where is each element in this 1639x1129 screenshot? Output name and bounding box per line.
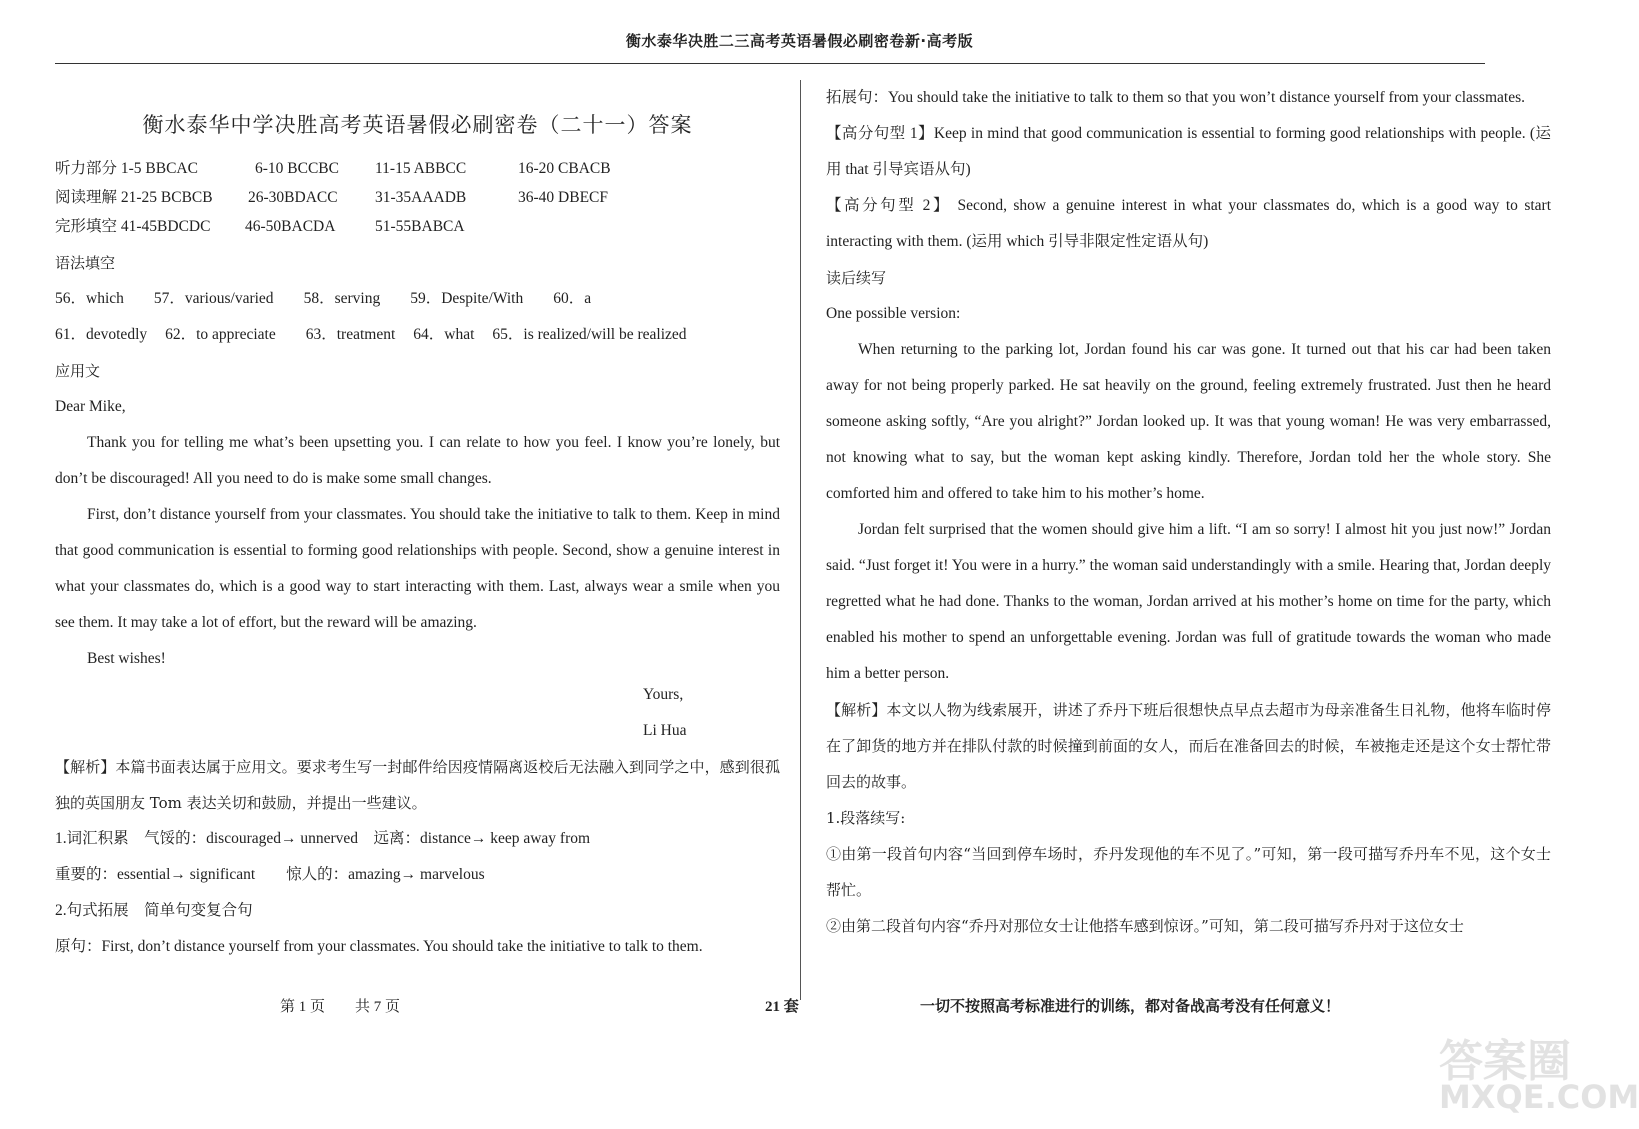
possible-version-label: One possible version: <box>826 305 961 322</box>
grammar-answer: 65．is realized/will be realized <box>492 326 687 343</box>
letter-paragraph: First, don’t distance yourself from your classmates. You should take the initiative to talk to them. Keep in mind that good communication is essential to forming good relationships with people. Second, show a genuine interest in what your classmates do, which is a good way to start interacting with them. Last, always wear a smile when you see them. It may take a lot of effort, but the reward will be amazing. <box>55 506 780 631</box>
answer-cell: 11-15 ABBCC <box>375 160 467 177</box>
grammar-answer: 58．serving <box>303 290 381 307</box>
page-header: 衡水泰华决胜二三高考英语暑假必刷密卷新·高考版 <box>625 32 974 50</box>
header-divider <box>55 63 1485 64</box>
analysis-paragraph: 【解析】本文以人物为线索展开，讲述了乔丹下班后很想快点早点去超市为母亲准备生日礼物，他将车临时停在了卸货的地方并在排队付款的时候撞到前面的女人，而后在准备回去的时候，车被拖走还是这个女士帮忙带回去的故事。 <box>826 701 1551 791</box>
grammar-answer: 57．various/varied <box>153 290 274 307</box>
high-score-sentence: 【高分句型 2】 Second, show a genuine interest in what your classmates do, which is a good way to start interacting with them. (运用 which 引导非限定性定语从句) <box>826 197 1551 250</box>
vocab-line: 重要的：essential→ significant 惊人的：amazing→ marvelous <box>55 866 485 883</box>
answer-cell: 阅读理解 21-25 BCBCB <box>55 189 213 206</box>
grammar-answer: 60．a <box>553 290 592 307</box>
page-number: 第 1 页 共 7 页 <box>280 999 401 1015</box>
continuation-heading: 读后续写 <box>826 269 887 287</box>
answer-cell: 完形填空 41-45BDCDC <box>55 218 211 235</box>
grammar-answer: 59．Despite/With <box>410 290 524 307</box>
grammar-row <box>55 281 780 317</box>
doc-title: 衡水泰华中学决胜高考英语暑假必刷密卷（二十一）答案 <box>142 113 693 137</box>
letter-greeting: Dear Mike, <box>55 398 126 415</box>
grammar-answer: 61．devotedly <box>55 326 148 343</box>
watermark-logo <box>1439 1020 1639 1120</box>
story-paragraph: Jordan felt surprised that the women should give him a lift. “I am so sorry! I almost hit you just now!” Jordan said. “Just forget it! You were in a hurry.” the woman said understandingly with a smile. Hearing that, Jordan deeply regretted what he had done. Thanks to the woman, Jordan arrived at his mother’s home on time for the party, which enabled his mother to spend an unforgettable evening. Jordan was full of gratitude towards the woman who made him a better person. <box>826 521 1551 682</box>
letter-sign-off: Yours, <box>643 686 684 703</box>
original-sentence: 原句：First, don’t distance yourself from your classmates. You should take the initiative to talk to them. <box>55 938 703 955</box>
answers-cloze <box>55 212 780 241</box>
answer-cell: 31-35AAADB <box>375 189 467 206</box>
grammar-answer: 64．what <box>413 326 475 343</box>
answers-reading <box>55 183 780 212</box>
answer-cell: 26-30BDACC <box>248 189 338 206</box>
letter-signature: Li Hua <box>643 722 687 739</box>
paragraph-heading: 1.段落续写: <box>826 809 906 827</box>
story-paragraph: When returning to the parking lot, Jordan found his car was gone. It turned out that his car had been taken away for not being properly parked. He sat heavily on the ground, feeling extremely frustrated. Just then he heard someone asking softly, “Are you alright?” Jordan looked up. It was that young woman! He was very embarrassed, not knowing what to say, but the woman kept asking kindly. Therefore, Jordan told her the whole story. She comforted him and offered to take him to his mother’s home. <box>826 341 1551 502</box>
set-number: 21 套 <box>765 999 799 1015</box>
left-column <box>55 80 780 965</box>
watermark-url: MXQE.COM <box>1439 1078 1639 1116</box>
letter-paragraph: Thank you for telling me what’s been upsetting you. I can relate to how you feel. I know you’re lonely, but don’t be discouraged! All you need to do is make some small changes. <box>55 434 780 487</box>
high-score-sentence: 【高分句型 1】Keep in mind that good communication is essential to forming good relationships with people. (运用 that 引导宾语从句) <box>826 125 1551 178</box>
analysis-point: ②由第二段首句内容“乔丹对那位女士让他搭车感到惊讶。”可知，第二段可描写乔丹对于这位女士 <box>826 917 1464 935</box>
answers-listening <box>55 154 780 183</box>
expanded-sentence: 拓展句：You should take the initiative to talk to them so that you won’t distance yourself from your classmates. <box>826 89 1525 106</box>
watermark-text: 答案圈 <box>1439 1036 1571 1087</box>
answer-cell: 46-50BACDA <box>245 218 336 235</box>
right-column <box>826 80 1551 944</box>
answer-cell: 36-40 DBECF <box>518 189 608 206</box>
grammar-row <box>55 317 780 353</box>
grammar-heading: 语法填空 <box>55 254 116 272</box>
grammar-answer: 56．which <box>55 290 124 307</box>
answer-cell: 听力部分 1-5 BBCAC <box>55 160 198 177</box>
sentence-heading: 2.句式拓展 简单句变复合句 <box>55 902 253 919</box>
answer-cell: 6-10 BCCBC <box>255 160 339 177</box>
app-heading: 应用文 <box>55 362 101 380</box>
answer-cell: 16-20 CBACB <box>518 160 611 177</box>
column-divider <box>800 80 801 1000</box>
footer-slogan: 一切不按照高考标准进行的训练，都对备战高考没有任何意义！ <box>920 997 1341 1015</box>
letter-closing: Best wishes! <box>87 650 166 667</box>
vocab-line: 1.词汇积累 气馁的：discouraged→ unnerved 远离：distance→ keep away from <box>55 830 591 847</box>
grammar-answer: 62．to appreciate <box>165 326 276 343</box>
answer-cell: 51-55BABCA <box>375 218 465 235</box>
analysis-point: ①由第一段首句内容“当回到停车场时，乔丹发现他的车不见了。”可知，第一段可描写乔丹车不见，这个女士帮忙。 <box>826 845 1551 899</box>
grammar-answer: 63．treatment <box>305 326 396 343</box>
analysis-paragraph: 【解析】本篇书面表达属于应用文。要求考生写一封邮件给因疫情隔离返校后无法融入到同学之中，感到很孤独的英国朋友 Tom 表达关切和鼓励，并提出一些建议。 <box>55 758 780 812</box>
